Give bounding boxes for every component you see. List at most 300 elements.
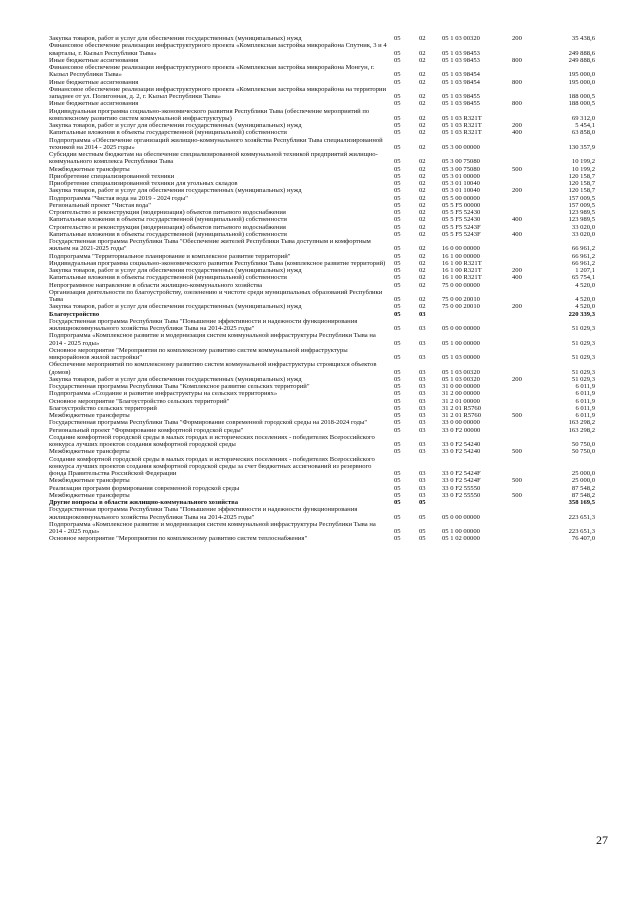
table-row: [49, 535, 595, 542]
table-row: [49, 347, 595, 362]
row-subsection-code: 02: [419, 223, 426, 231]
row-section-code: 05: [394, 339, 401, 347]
row-target-article: 05 1 03 98453: [442, 49, 480, 57]
table-row: [49, 434, 595, 449]
row-subsection-code: 02: [419, 187, 426, 195]
row-amount: 249 888,6: [568, 56, 595, 64]
row-expense-type: 400: [512, 230, 522, 238]
row-subsection-code: 02: [419, 129, 426, 137]
row-amount: 6 011,9: [575, 412, 595, 419]
row-section-code: 05: [394, 426, 401, 434]
table-row: [49, 383, 595, 390]
row-amount: 4 520,0: [575, 281, 595, 289]
row-name: Закупка товаров, работ и услуг для обеспечения государственных (муниципальных) нужд: [49, 303, 302, 311]
row-amount: 65 754,1: [571, 274, 595, 282]
row-section-code: 05: [394, 491, 401, 499]
row-subsection-code: 05: [419, 513, 426, 521]
row-subsection-code: 03: [419, 339, 426, 347]
row-expense-type: 800: [512, 100, 522, 108]
row-name: Строительство и реконструкция (модернизация) объектов питьевого водоснабжения: [49, 223, 286, 231]
row-name: Непрограммное направление в области жилищно-коммунального хозяйства: [49, 281, 263, 289]
row-target-article: 31 2 01 00000: [442, 397, 480, 405]
row-amount: 120 158,7: [568, 180, 595, 187]
row-section-code: 05: [394, 245, 401, 253]
row-name: Закупка товаров, работ и услуг для обеспечения государственных (муниципальных) нужд: [49, 187, 302, 195]
row-subsection-code: 02: [419, 71, 426, 79]
row-target-article: 33 0 F2 5424F: [442, 470, 481, 477]
row-section-code: 05: [394, 303, 401, 311]
row-expense-type: 400: [512, 216, 522, 224]
row-name: Организация деятельности по благоустройству, озеленению и чистоте среди муниципальных образований Республики Тыва: [49, 288, 383, 303]
row-section-code: 05: [394, 397, 401, 405]
row-amount: 63 858,0: [571, 129, 595, 137]
row-amount: 1 207,1: [575, 267, 595, 274]
row-subsection-code: 02: [419, 274, 426, 282]
row-subsection-code: 03: [419, 390, 426, 398]
row-section-code: 05: [394, 93, 401, 100]
row-section-code: 05: [394, 412, 401, 419]
table-row: [49, 57, 595, 64]
row-name: Подпрограмма "Чистая вода на 2019 - 2024 годы": [49, 194, 188, 202]
row-section-code: 05: [394, 158, 401, 166]
row-target-article: 05 5 F5 00000: [442, 201, 481, 209]
row-name: Обеспечение мероприятий по комплексному развитию систем коммунальной инфраструктуры строящихся объектов (домов): [49, 361, 377, 376]
row-amount: 76 407,0: [571, 535, 595, 543]
row-subsection-code: 05: [419, 528, 426, 535]
table-row: [49, 499, 595, 506]
row-amount: 358 169,5: [568, 499, 595, 506]
table-row: [49, 412, 595, 419]
table-row: [49, 173, 595, 180]
row-subsection-code: 03: [419, 426, 426, 434]
row-subsection-code: 03: [419, 397, 426, 405]
row-name: Финансовое обеспечение реализации инфраструктурного проекта «Комплексная застройка микрорайона Монгун, г. Кызыл Республики Тыва»: [49, 64, 375, 79]
row-section-code: 05: [394, 448, 401, 456]
row-name: Межбюджетные трансферты: [49, 412, 130, 419]
row-name: Государственная программа Республики Тыва "Повышение эффективности и надежности функционирования жилищнокоммунального хозяйства Республики Тыва на 2014-2025 годы": [49, 506, 358, 521]
row-subsection-code: 02: [419, 49, 426, 57]
row-target-article: 31 2 01 R5760: [442, 404, 482, 412]
row-target-article: 05 0 00 00000: [442, 513, 480, 521]
row-amount: 6 011,9: [575, 383, 595, 390]
table-row: [49, 209, 595, 216]
table-row: [49, 521, 595, 536]
row-subsection-code: 02: [419, 245, 426, 253]
row-name: Другие вопросы в области жилищно-коммунального хозяйства: [49, 499, 239, 506]
row-target-article: 05 1 03 98454: [442, 78, 480, 86]
row-name: Благоустройство сельских территорий: [49, 404, 157, 412]
row-section-code: 05: [394, 216, 401, 224]
row-section-code: 05: [394, 100, 401, 108]
row-name: Межбюджетные трансферты: [49, 491, 130, 499]
row-section-code: 05: [394, 223, 401, 231]
row-subsection-code: 02: [419, 267, 426, 274]
row-name: Региональный проект "Формирование комфортной городской среды": [49, 426, 244, 434]
row-amount: 4 520,0: [575, 303, 595, 311]
table-row: [49, 311, 595, 318]
row-section-code: 05: [394, 404, 401, 412]
row-subsection-code: 03: [419, 477, 426, 485]
row-subsection-code: 02: [419, 114, 426, 122]
table-row: [49, 129, 595, 136]
row-name: Государственная программа Республики Тыва "Повышение эффективности и надежности функционирования жилищнокоммунального хозяйства Республики Тыва на 2014-2025 годы": [49, 317, 358, 332]
row-section-code: 05: [394, 535, 401, 543]
row-section-code: 05: [394, 187, 401, 195]
row-target-article: 05 1 02 00000: [442, 535, 480, 543]
row-amount: 25 000,0: [571, 477, 595, 485]
row-target-article: 05 1 00 00000: [442, 339, 480, 347]
row-name: Основное мероприятие "Мероприятия по комплексному развитию систем теплоснабжения": [49, 535, 308, 543]
row-section-code: 05: [394, 56, 401, 64]
row-amount: 220 339,3: [568, 310, 595, 318]
row-target-article: 33 0 F2 54240: [442, 448, 481, 456]
row-section-code: 05: [394, 274, 401, 282]
row-target-article: 05 3 01 10040: [442, 187, 480, 195]
row-target-article: 05 5 F5 5243F: [442, 223, 481, 231]
row-amount: 87 548,2: [571, 491, 595, 499]
table-row: [49, 86, 595, 101]
row-target-article: 05 5 F5 5243F: [442, 230, 481, 238]
row-subsection-code: 02: [419, 93, 426, 100]
row-subsection-code: 02: [419, 230, 426, 238]
row-target-article: 05 5 00 00000: [442, 194, 480, 202]
row-subsection-code: 02: [419, 78, 426, 86]
row-target-article: 33 0 F2 00000: [442, 426, 481, 434]
row-amount: 25 000,0: [571, 470, 595, 477]
row-section-code: 05: [394, 281, 401, 289]
row-amount: 120 158,7: [568, 187, 595, 195]
table-row: [49, 282, 595, 289]
row-amount: 120 158,7: [568, 172, 595, 180]
row-subsection-code: 02: [419, 165, 426, 173]
row-amount: 223 651,3: [568, 528, 595, 535]
table-row: [49, 100, 595, 107]
row-target-article: 16 1 00 R321T: [442, 259, 482, 267]
table-row: [49, 267, 595, 274]
row-section-code: 05: [394, 325, 401, 332]
row-amount: 249 888,6: [568, 49, 595, 57]
row-target-article: 33 0 F2 55550: [442, 484, 481, 492]
row-subsection-code: 05: [419, 499, 426, 506]
row-amount: 163 298,2: [568, 419, 595, 427]
row-name: Подпрограмма «Комплексное развитие и модернизация систем коммунальной инфраструктуры Республики Тыва на 2014 - 2025 годы»: [49, 332, 376, 347]
page-number: 27: [596, 833, 608, 847]
row-target-article: 05 1 03 00320: [442, 375, 480, 383]
row-target-article: 05 3 00 75080: [442, 165, 480, 173]
row-name: Государственная программа Республики Тыва "Формирование современной городской среды на 2018-2024 годы": [49, 419, 368, 427]
row-subsection-code: 02: [419, 201, 426, 209]
row-target-article: 16 1 00 R321T: [442, 274, 482, 282]
row-name: Закупка товаров, работ и услуг для обеспечения государственных (муниципальных) нужд: [49, 35, 302, 42]
row-name: Капитальные вложения в объекты государственной (муниципальной) собственности: [49, 216, 287, 224]
row-amount: 33 020,0: [571, 223, 595, 231]
row-amount: 35 438,6: [571, 35, 595, 42]
row-name: Основное мероприятие "Мероприятия по комплексному развитию систем коммунальной инфраструктуры микрорайонов жилой застройки": [49, 346, 348, 361]
row-section-code: 05: [394, 267, 401, 274]
table-row: [49, 202, 595, 209]
row-name: Создание комфортной городской среды в малых городах и исторических поселениях - победителях Всероссийского конкурса лучших проектов создания комфортной городской среды за счет бюджетных ассигнований из резервного фонда Правительства Российской Федерации: [49, 455, 375, 477]
row-target-article: 16 1 00 00000: [442, 252, 480, 260]
row-target-article: 05 1 03 R321T: [442, 122, 482, 129]
row-expense-type: 500: [512, 477, 522, 485]
row-section-code: 05: [394, 114, 401, 122]
row-target-article: 05 1 03 98454: [442, 71, 480, 79]
table-row: [49, 79, 595, 86]
row-subsection-code: 03: [419, 448, 426, 456]
row-expense-type: 500: [512, 412, 522, 419]
row-subsection-code: 03: [419, 354, 426, 361]
row-section-code: 05: [394, 172, 401, 180]
row-target-article: 05 1 03 00000: [442, 354, 480, 361]
row-subsection-code: 02: [419, 194, 426, 202]
row-subsection-code: 02: [419, 252, 426, 260]
row-section-code: 05: [394, 419, 401, 427]
row-subsection-code: 05: [419, 535, 426, 543]
table-row: [49, 448, 595, 455]
row-amount: 66 961,2: [571, 252, 595, 260]
table-row: [49, 231, 595, 238]
row-subsection-code: 02: [419, 158, 426, 166]
table-row: [49, 137, 595, 152]
row-amount: 163 298,2: [568, 426, 595, 434]
row-section-code: 05: [394, 484, 401, 492]
row-amount: 4 520,0: [575, 296, 595, 303]
row-amount: 10 199,2: [571, 158, 595, 166]
row-section-code: 05: [394, 165, 401, 173]
row-section-code: 05: [394, 49, 401, 57]
row-amount: 51 029,3: [571, 325, 595, 332]
row-name: Финансовое обеспечение реализации инфраструктурного проекта «Комплексная застройка микрорайона Спутник, 3 и 4 кварталы, г. Кызыл Республики Тыва»: [49, 42, 387, 57]
row-subsection-code: 02: [419, 281, 426, 289]
row-expense-type: 800: [512, 78, 522, 86]
table-row: [49, 108, 595, 123]
row-target-article: 31 2 01 R5760: [442, 412, 482, 419]
row-section-code: 05: [394, 201, 401, 209]
row-expense-type: 200: [512, 35, 522, 42]
row-section-code: 05: [394, 180, 401, 187]
row-target-article: 05 5 F5 52430: [442, 216, 481, 224]
row-section-code: 05: [394, 209, 401, 216]
row-section-code: 05: [394, 310, 401, 318]
row-section-code: 05: [394, 470, 401, 477]
row-name: Закупка товаров, работ и услуг для обеспечения государственных (муниципальных) нужд: [49, 122, 302, 129]
table-row: [49, 216, 595, 223]
row-amount: 66 961,2: [571, 259, 595, 267]
row-section-code: 05: [394, 122, 401, 129]
table-row: [49, 456, 595, 478]
row-section-code: 05: [394, 375, 401, 383]
row-target-article: 05 3 00 00000: [442, 143, 480, 151]
row-subsection-code: 03: [419, 412, 426, 419]
table-row: [49, 238, 595, 253]
row-target-article: 75 0 00 20010: [442, 296, 480, 303]
row-name: Государственная программа Республики Тыва "Комплексное развитие сельских территорий": [49, 383, 310, 390]
row-name: Капитальные вложения в объекты государственной (муниципальной) собственности: [49, 129, 287, 137]
table-row: [49, 260, 595, 267]
row-amount: 157 009,5: [568, 194, 595, 202]
row-name: Индивидуальная программа социально-экономического развития Республики Тыва (обеспечение мероприятий по комплексному развитию систем коммунальной инфраструктуры): [49, 107, 370, 122]
row-section-code: 05: [394, 477, 401, 485]
row-amount: 195 000,0: [568, 78, 595, 86]
row-subsection-code: 03: [419, 484, 426, 492]
row-subsection-code: 03: [419, 419, 426, 427]
row-subsection-code: 02: [419, 143, 426, 151]
row-amount: 87 548,2: [571, 484, 595, 492]
table-row: [49, 485, 595, 492]
row-target-article: 75 0 00 20010: [442, 303, 480, 311]
row-name: Строительство и реконструкция (модернизация) объектов питьевого водоснабжения: [49, 209, 286, 216]
row-subsection-code: 02: [419, 259, 426, 267]
table-row: [49, 289, 595, 304]
row-section-code: 05: [394, 513, 401, 521]
row-section-code: 05: [394, 296, 401, 303]
table-row: [49, 332, 595, 347]
table-row: [49, 427, 595, 434]
row-section-code: 05: [394, 78, 401, 86]
table-row: [49, 477, 595, 484]
row-name: Иные бюджетные ассигнования: [49, 56, 139, 64]
row-target-article: 05 1 00 00000: [442, 528, 480, 535]
table-row: [49, 318, 595, 333]
table-row: [49, 506, 595, 521]
row-subsection-code: 02: [419, 100, 426, 108]
row-name: Создание комфортной городской среды в малых городах и исторических поселениях - победителях Всероссийского конкурса лучших проектов создания комфортной городской среды: [49, 433, 375, 448]
row-amount: 6 011,9: [575, 397, 595, 405]
row-name: Подпрограмма "Территориальное планирование и комплексное развитие территорий": [49, 252, 291, 260]
row-target-article: 75 0 00 00000: [442, 281, 480, 289]
row-target-article: 05 1 03 98455: [442, 93, 480, 100]
row-expense-type: 500: [512, 491, 522, 499]
row-amount: 51 029,3: [571, 339, 595, 347]
row-target-article: 16 1 00 R321T: [442, 267, 482, 274]
row-target-article: 05 1 03 98455: [442, 100, 480, 108]
row-name: Основное мероприятие "Благоустройство сельских территорий": [49, 397, 230, 405]
row-name: Субсидии местным бюджетам на обеспечение специализированной коммунальной техникой предприятий жилищно-коммунального комплекса Республики Тыва: [49, 151, 378, 166]
table-row: [49, 35, 595, 42]
row-name: Приобретение специализированной техники: [49, 172, 175, 180]
row-amount: 123 989,5: [568, 209, 595, 216]
row-subsection-code: 03: [419, 375, 426, 383]
row-expense-type: 800: [512, 56, 522, 64]
table-row: [49, 253, 595, 260]
row-expense-type: 200: [512, 122, 522, 129]
row-name: Межбюджетные трансферты: [49, 448, 130, 456]
row-target-article: 05 3 01 10040: [442, 180, 480, 187]
row-target-article: 33 0 00 00000: [442, 419, 480, 427]
table-row: [49, 361, 595, 376]
row-expense-type: 500: [512, 448, 522, 456]
table-row: [49, 195, 595, 202]
row-subsection-code: 03: [419, 441, 426, 448]
row-section-code: 05: [394, 129, 401, 137]
row-expense-type: 400: [512, 129, 522, 137]
table-row: [49, 303, 595, 310]
row-name: Закупка товаров, работ и услуг для обеспечения государственных (муниципальных) нужд: [49, 267, 302, 274]
row-amount: 51 029,3: [571, 354, 595, 361]
row-subsection-code: 03: [419, 368, 426, 376]
table-row: [49, 122, 595, 129]
table-row: [49, 390, 595, 397]
row-section-code: 05: [394, 354, 401, 361]
row-subsection-code: 03: [419, 470, 426, 477]
row-amount: 195 000,0: [568, 71, 595, 79]
table-row: [49, 492, 595, 499]
row-target-article: 05 0 00 00000: [442, 325, 480, 332]
table-row: [49, 224, 595, 231]
row-target-article: 05 1 03 00320: [442, 35, 480, 42]
table-row: [49, 274, 595, 281]
row-subsection-code: 03: [419, 325, 426, 332]
table-row: [49, 151, 595, 166]
row-amount: 6 011,9: [575, 404, 595, 412]
table-row: [49, 398, 595, 405]
row-section-code: 05: [394, 194, 401, 202]
row-name: Государственная программа Республики Тыва "Обеспечение жителей Республики Тыва доступным и комфортным жильем на 2021-2025 годы": [49, 238, 371, 253]
row-section-code: 05: [394, 143, 401, 151]
row-name: Подпрограмма «Комплексное развитие и модернизация систем коммунальной инфраструктуры Республики Тыва на 2014 - 2025 годы»: [49, 520, 376, 535]
table-row: [49, 64, 595, 79]
row-section-code: 05: [394, 259, 401, 267]
row-section-code: 05: [394, 368, 401, 376]
row-expense-type: 400: [512, 274, 522, 282]
row-target-article: 31 0 00 00000: [442, 383, 480, 390]
row-name: Межбюджетные трансферты: [49, 165, 130, 173]
row-amount: 51 029,3: [571, 368, 595, 376]
row-name: Индивидуальная программа социально-экономического развития Республики Тыва (комплексное развитие территорий): [49, 259, 386, 267]
row-expense-type: 200: [512, 303, 522, 311]
row-subsection-code: 02: [419, 216, 426, 224]
row-amount: 10 199,2: [571, 165, 595, 173]
row-section-code: 05: [394, 390, 401, 398]
row-amount: 33 020,0: [571, 230, 595, 238]
row-section-code: 05: [394, 230, 401, 238]
row-amount: 50 750,0: [571, 441, 595, 448]
row-section-code: 05: [394, 441, 401, 448]
row-amount: 223 651,3: [568, 513, 595, 521]
row-name: Финансовое обеспечение реализации инфраструктурного проекта «Комплексная застройка микрорайона на территории западнее от ул. Полигонная, д. 2, г. Кызыл Республики Тыва»: [49, 85, 387, 100]
row-amount: 157 009,5: [568, 201, 595, 209]
row-section-code: 05: [394, 499, 401, 506]
row-amount: 123 989,5: [568, 216, 595, 224]
row-name: Благоустройство: [49, 310, 100, 318]
row-amount: 188 000,5: [568, 100, 595, 108]
row-amount: 5 454,1: [575, 122, 595, 129]
row-subsection-code: 03: [419, 310, 426, 318]
row-target-article: 05 1 03 R321T: [442, 129, 482, 137]
row-subsection-code: 02: [419, 303, 426, 311]
row-name: Приобретение специализированной техники для угольных складов: [49, 180, 238, 187]
row-name: Межбюджетные трансферты: [49, 477, 130, 485]
row-amount: 51 029,3: [571, 375, 595, 383]
table-row: [49, 180, 595, 187]
row-name: Иные бюджетные ассигнования: [49, 78, 139, 86]
row-expense-type: 200: [512, 187, 522, 195]
row-subsection-code: 03: [419, 404, 426, 412]
row-target-article: 05 5 F5 52430: [442, 209, 481, 216]
row-target-article: 05 1 03 98453: [442, 56, 480, 64]
row-target-article: 33 0 F2 55550: [442, 491, 481, 499]
row-name: Иные бюджетные ассигнования: [49, 100, 139, 108]
row-target-article: 31 2 00 00000: [442, 390, 480, 398]
row-subsection-code: 02: [419, 35, 426, 42]
row-target-article: 05 1 03 00320: [442, 368, 480, 376]
row-subsection-code: 02: [419, 180, 426, 187]
row-target-article: 05 3 01 00000: [442, 172, 480, 180]
row-subsection-code: 02: [419, 209, 426, 216]
row-amount: 188 000,5: [568, 93, 595, 100]
row-target-article: 05 1 03 R321T: [442, 114, 482, 122]
row-subsection-code: 02: [419, 296, 426, 303]
